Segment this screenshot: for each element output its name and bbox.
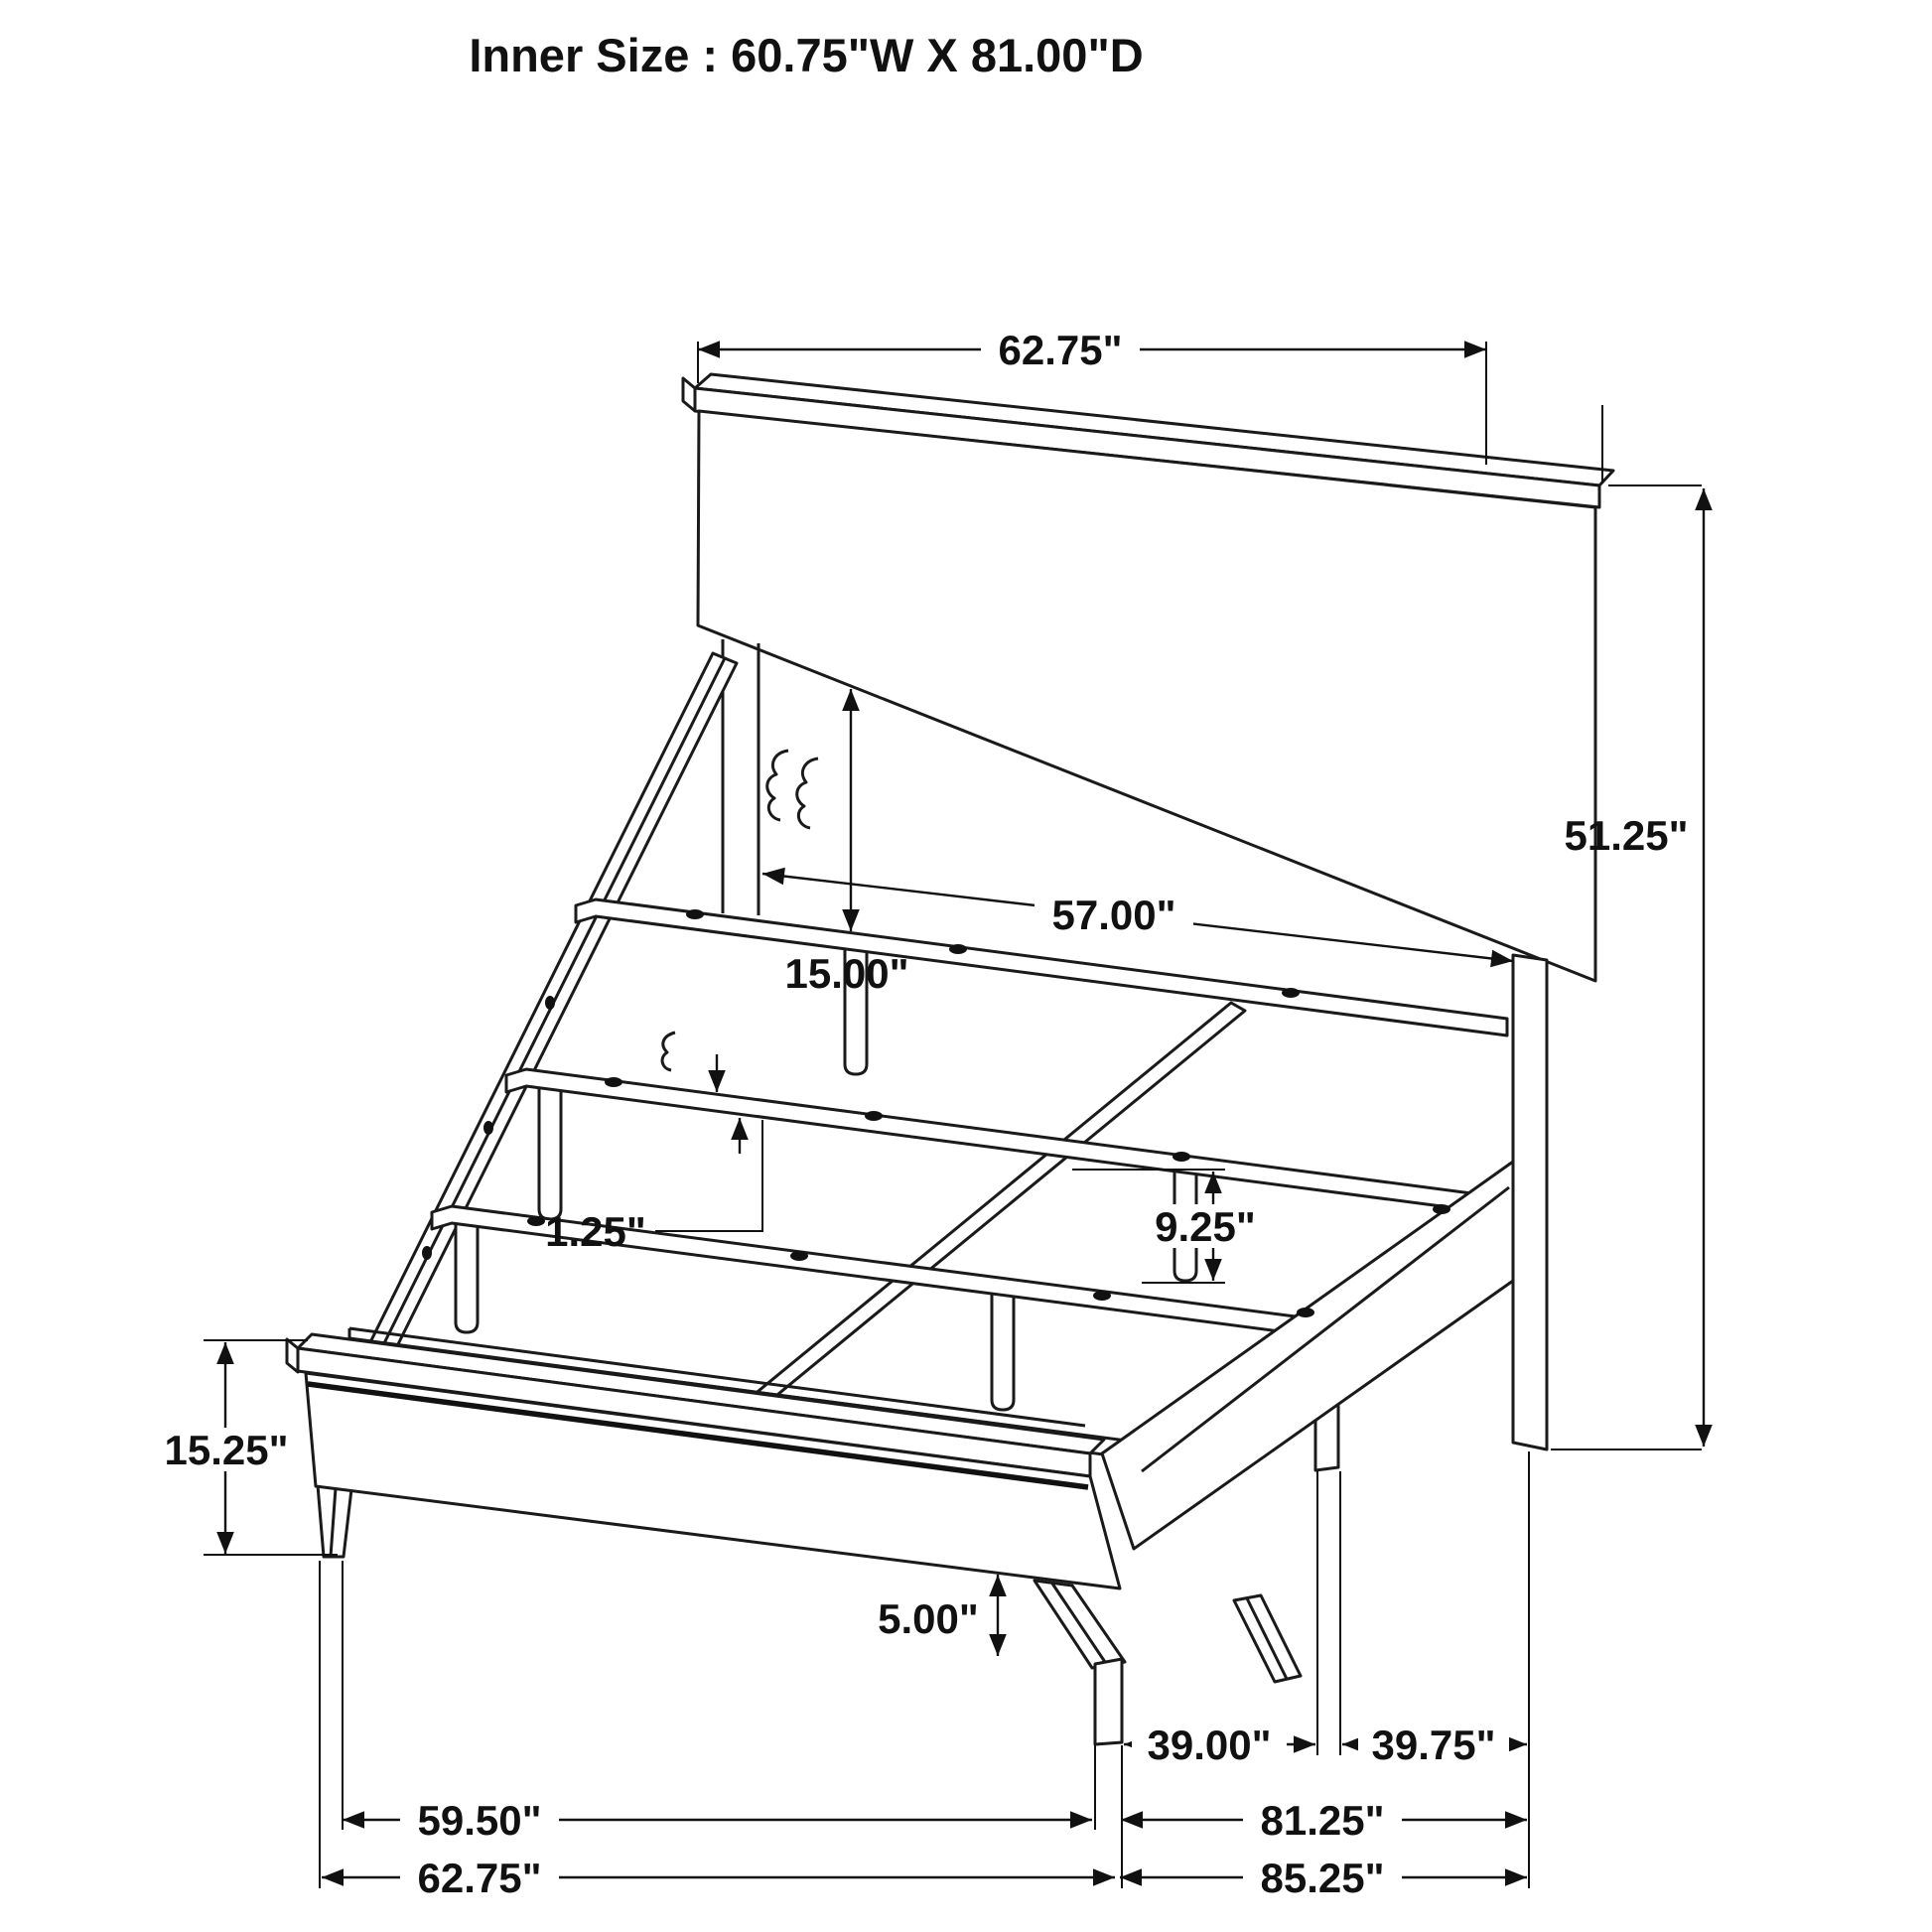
dim-label-headboard-height: 51.25" bbox=[1564, 812, 1689, 859]
dim-label-rail-length: 81.25" bbox=[1260, 1797, 1385, 1844]
footboard-cap-end bbox=[287, 1339, 298, 1372]
rail-hook-bracket bbox=[767, 751, 788, 820]
slat-support-leg bbox=[992, 1289, 1014, 1410]
headboard-cap-end bbox=[683, 378, 695, 411]
dim-label-leg-height: 5.00" bbox=[878, 1595, 979, 1642]
headboard-right-leg bbox=[1513, 955, 1547, 1449]
footboard-right-leg-straight bbox=[1095, 1659, 1122, 1744]
rail-hook-bracket-small bbox=[662, 1033, 675, 1070]
dim-label-footboard-outer: 62.75" bbox=[417, 1855, 542, 1901]
dim-label-overall-length: 85.25" bbox=[1260, 1855, 1385, 1901]
dim-label-front-span: 39.00" bbox=[1147, 1722, 1272, 1768]
slat-2 bbox=[506, 1069, 1479, 1211]
rail-hook-bracket bbox=[797, 759, 818, 828]
slat-support-leg bbox=[456, 1219, 478, 1332]
dim-label-footboard-height: 15.25" bbox=[164, 1427, 289, 1473]
dim-label-rear-span: 39.75" bbox=[1371, 1722, 1496, 1768]
diagram-title: Inner Size : 60.75"W X 81.00"D bbox=[469, 29, 1144, 81]
dim-label-slat-thickness: 1.25" bbox=[545, 1208, 646, 1255]
slat-support-leg bbox=[539, 1084, 561, 1219]
dim-label-center-leg: 9.25" bbox=[1155, 1203, 1256, 1250]
dim-label-inner-width: 57.00" bbox=[1051, 892, 1176, 938]
dim-label-footboard-inner: 59.50" bbox=[417, 1797, 542, 1844]
dim-label-headboard-clearance: 15.00" bbox=[784, 950, 909, 997]
dim-label-top-width: 62.75" bbox=[998, 327, 1123, 373]
